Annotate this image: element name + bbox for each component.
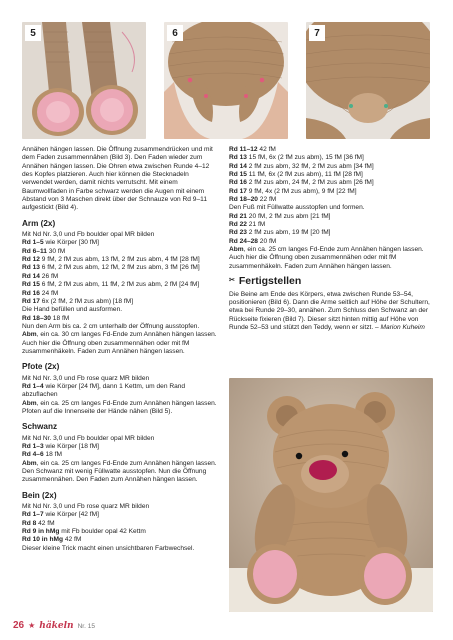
instruction-line: Mit Nd Nr. 3,0 und Fb rose quarz MR bilden: [22, 503, 150, 511]
section-heading-bein: Bein (2x): [22, 490, 57, 500]
instruction-line: Rd 10 in hMg 42 fM: [22, 536, 82, 544]
instruction-line: Rd 17 9 fM, 4x (2 fM zus abm), 9 fM [22 fM]: [229, 187, 357, 195]
instruction-line: Rd 18–20 22 fM: [229, 196, 277, 204]
star-icon: ★: [28, 621, 36, 630]
pfote-instructions: [22, 375, 219, 417]
instruction-line: Rd 15 6 fM, 2 fM zus abm, 11 fM, 2 fM zus abm, 2 fM [24 fM]: [22, 281, 200, 289]
photo-badge: 5: [25, 25, 41, 41]
instruction-line: Rd 18–30 18 fM: [22, 314, 70, 322]
instruction-line: Rd 6–11 30 fM: [22, 247, 66, 255]
section-heading-text: Fertigstellen: [238, 275, 302, 288]
instruction-line: Rd 23 2 fM zus abm, 19 fM [20 fM]: [229, 229, 331, 237]
fertigstellen-paragraph: Die Beine am Ende des Körpers, etwa zwischen Runde 53–54, positionieren (Bild 6). Dann die Arme seitlich auf Höhe der Schultern, etwa bei Runde 29–30, annähen. Zum Schluss den Schwanz an der Rückseite fixieren (Bild 7). Dieser sitzt hinten mittig auf Höhe von Runde 52–53 und stützt den Teddy, wenn er sitzt. – Marion Kuheim: [229, 290, 430, 331]
arm-instructions: [22, 231, 219, 356]
scissors-icon: ✂: [229, 277, 235, 285]
page-number: 26: [13, 620, 25, 631]
section-heading-schwanz: Schwanz: [22, 422, 58, 432]
instruction-line: Rd 14 2 fM zus abm, 32 fM, 2 fM zus abm [34 fM]: [229, 162, 374, 170]
instruction-line: Rd 1–4 wie Körper [24 fM], dann 1 Kettm, um den Rand abzuflachen: [22, 382, 186, 399]
schwanz-instructions: [22, 435, 219, 485]
instruction-line: Abm, ein ca. 25 cm langes Fd-Ende zum Annähen hängen lassen. Den Schwanz mit wenig Füllwatte ausstopfen. Nun die Öffnung zusammennähen. Den Faden zum Annähen hängen lassen.: [22, 459, 217, 484]
instruction-line: Mit Nd Nr. 3,0 und Fb boulder opal MR bilden: [22, 231, 155, 239]
section-heading-arm: Arm (2x): [22, 218, 56, 228]
instruction-line: Rd 8 42 fM: [22, 519, 55, 527]
bein-continued-instructions: [229, 146, 433, 271]
author-separator: –: [375, 323, 379, 331]
instruction-line: Rd 14 26 fM: [22, 272, 59, 280]
instruction-line: Rd 21 20 fM, 2 fM zus abm [21 fM]: [229, 212, 331, 220]
magazine-name: häkeln: [39, 621, 74, 631]
instruction-line: Nun den Arm bis ca. 2 cm unterhalb der Öffnung ausstopfen.: [22, 322, 200, 330]
instruction-line: Rd 1–5 wie Körper [30 fM]: [22, 239, 99, 247]
issue-number: Nr. 15: [77, 623, 95, 630]
instruction-line: Rd 1–7 wie Körper [42 fM]: [22, 511, 99, 519]
instruction-line: Rd 1–3 wie Körper [18 fM]: [22, 443, 99, 450]
photo-badge: 7: [309, 25, 325, 41]
intro-paragraph: Annähen hängen lassen. Die Öffnung zusammendrücken und mit dem Faden zusammennähen (Bild 3). Den Faden wieder zum Annähen hängen lassen. Die Ohren etwa zwischen Runde 4–12 des Kopfes platzieren. Auch hier können die Stecknadeln verwendet werden, damit nichts verrutscht. Mit einem Baumwollfaden in Farbe schwarz werden die Augen mit einem Abstand von 3 Maschen direkt über der Schnauze von Rd 9–11 aufgestickt (Bild 4).: [22, 146, 213, 212]
bein-instructions: [22, 503, 219, 553]
instruction-line: Die Hand befüllen und ausformen.: [22, 306, 123, 314]
instruction-line: Abm, ein ca. 30 cm langes Fd-Ende zum Annähen hängen lassen. Auch hier die Öffnung oben zusammennähen oder mit fM zusammenhäkeln. Faden zum Annähen hängen lassen.: [22, 331, 217, 355]
photo-6: [164, 22, 288, 139]
instruction-line: Rd 24–28 20 fM: [229, 237, 277, 245]
right-column: [229, 146, 433, 332]
page-footer: [13, 620, 95, 631]
left-column: [22, 146, 219, 553]
instruction-line: Rd 22 21 fM: [229, 221, 266, 229]
photo-badge: 6: [167, 25, 183, 41]
instruction-line: Rd 15 11 fM, 6x (2 fM zus abm), 11 fM [28 fM]: [229, 171, 363, 179]
instruction-line: Mit Nd Nr. 3,0 und Fb rose quarz MR bilden: [22, 374, 150, 382]
instruction-line: Rd 13 6 fM, 2 fM zus abm, 12 fM, 2 fM zus abm, 3 fM [26 fM]: [22, 264, 200, 272]
section-heading-fertigstellen: [229, 275, 433, 288]
instruction-line: Rd 16 2 fM zus abm, 24 fM, 2 fM zus abm [26 fM]: [229, 179, 374, 187]
instruction-line: Rd 16 24 fM: [22, 289, 59, 297]
instruction-line: Dieser kleine Trick macht einen unsichtbaren Farbwechsel.: [22, 544, 195, 552]
instruction-line: Abm, ein ca. 25 cm langes Fd-Ende zum Annähen hängen lassen. Auch hier die Öffnung oben zusammennähen oder mit fM zusammenhäkeln. Faden zum Annähen hängen lassen.: [229, 246, 424, 270]
photo-7: [306, 22, 430, 139]
photo-5: [22, 22, 146, 139]
instruction-line: Abm, ein ca. 25 cm langes Fd-Ende zum Annähen hängen lassen. Pfoten auf die Innenseite der Hände nähen (Bild 5).: [22, 399, 217, 415]
instruction-line: Den Fuß mit Füllwatte ausstopfen und formen.: [229, 204, 365, 212]
instruction-line: Rd 4–6 18 fM: [22, 451, 62, 459]
instruction-line: Mit Nd Nr. 3,0 und Fb boulder opal MR bilden: [22, 434, 155, 442]
instruction-line: Rd 17 6x (2 fM, 2 fM zus abm) [18 fM]: [22, 297, 134, 305]
instruction-line: Rd 9 in hMg mit Fb boulder opal 42 Kettm: [22, 528, 146, 536]
instruction-line: Rd 11–12 42 fM: [229, 146, 276, 153]
instruction-line: Rd 12 9 fM, 2 fM zus abm, 13 fM, 2 fM zus abm, 4 fM [28 fM]: [22, 256, 200, 264]
instruction-line: Rd 13 15 fM, 6x (2 fM zus abm), 15 fM [36 fM]: [229, 154, 364, 162]
teddy-photo: [229, 378, 433, 612]
author-name: Marion Kuheim: [380, 323, 425, 331]
section-heading-pfote: Pfote (2x): [22, 362, 60, 372]
